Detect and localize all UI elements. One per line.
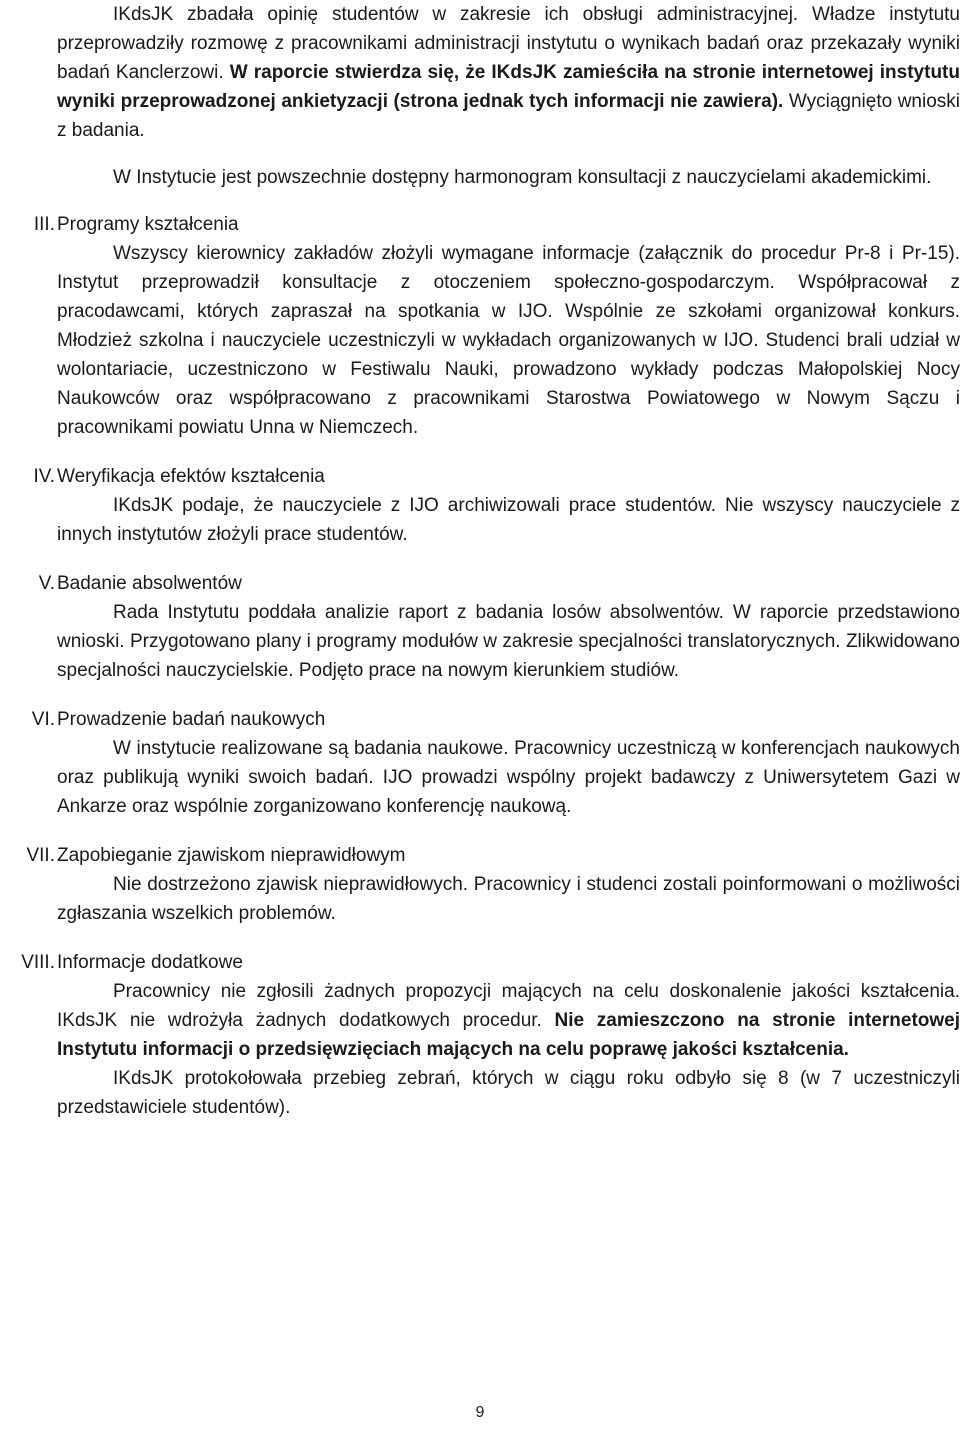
intro-paragraph-2 [57, 163, 960, 192]
section-zapobieganie [26, 841, 960, 928]
section-number: VII. [26, 845, 55, 866]
section-heading [33, 210, 960, 239]
section-heading [38, 569, 960, 598]
section-absolwenci [38, 569, 960, 685]
section-text: W instytucie realizowane są badania naukowe. Pracownicy uczestniczą w konferencjach naukowych oraz publikują wyniki swoich badań. IJO prowadzi wspólny projekt badawczy z Uniwersytetem Gazi w Ankarze oraz wspólnie zorganizowano konferencję naukową. [57, 738, 960, 817]
intro-paragraph-2-text: W Instytucie jest powszechnie dostępny harmonogram konsultacji z nauczycielami akademickimi. [113, 167, 932, 188]
section-title: Informacje dodatkowe [57, 952, 243, 973]
section-text: Wszyscy kierownicy zakładów złożyli wymagane informacje (załącznik do procedur Pr-8 i Pr-15). Instytut przeprowadził konsultacje z otoczeniem społeczno-gospodarczym. Współpracował z pracodawcami, których zapraszał na spotkania w IJO. Wspólnie ze szkołami organizował konkurs. Młodzież szkolna i nauczyciele uczestniczyli w wykładach organizowanych w IJO. Studenci brali udział w wolontariacie, uczestniczono w Festiwalu Nauki, prowadzono wykłady podczas Małopolskiej Nocy Naukowców oraz współpracowano z pracownikami Starostwa Powiatowego w Nowym Sączu i pracownikami powiatu Unna w Niemczech. [57, 243, 960, 438]
section-number: IV. [33, 466, 55, 487]
intro-bold-text: W raporcie stwierdza się, że IKdsJK zamieściła na stronie internetowej instytutu wyniki przeprowadzonej ankietyzacji (strona jednak tych informacji nie zawiera). [57, 62, 960, 112]
page-number: 9 [475, 1404, 485, 1421]
section-text-2: IKdsJK protokołowała przebieg zebrań, których w ciągu roku odbyło się 8 (w 7 uczestniczyli przedstawiciele studentów). [57, 1068, 960, 1118]
section-heading [26, 841, 960, 870]
section-title: Zapobieganie zjawiskom nieprawidłowym [57, 845, 406, 866]
intro-text-b: Wyciągnięto wnioski z badania. [57, 91, 960, 141]
section-number: V. [38, 573, 55, 594]
section-title: Prowadzenie badań naukowych [57, 709, 326, 730]
section-informacje-dodatkowe [21, 948, 960, 1122]
section-title: Weryfikacja efektów kształcenia [57, 466, 325, 487]
section-text [57, 977, 960, 1064]
section-heading [31, 705, 960, 734]
section-text: IKdsJK podaje, że nauczyciele z IJO archiwizowali prace studentów. Nie wszyscy nauczyciele z innych instytutów złożyli prace studentów. [57, 495, 960, 545]
section-badania [31, 705, 960, 821]
section-number: III. [33, 214, 55, 235]
section-text-a: Pracownicy nie zgłosili żadnych propozycji mających na celu doskonalenie jakości kształcenia. IKdsJK nie wdrożyła żadnych dodatkowych procedur. [57, 981, 960, 1031]
section-programy [33, 210, 960, 442]
section-weryfikacja [33, 462, 960, 549]
section-text: Rada Instytutu poddała analizie raport z badania losów absolwentów. W raporcie przedstawiono wnioski. Przygotowano plany i programy modułów w zakresie specjalności translatorycznych. Zlikwidowano specjalności nauczycielskie. Podjęto prace na nowym kierunkiem studiów. [57, 602, 960, 681]
intro-paragraph-1 [57, 0, 960, 145]
section-number: VI. [31, 709, 55, 730]
section-heading [21, 948, 960, 977]
section-title: Programy kształcenia [57, 214, 239, 235]
section-text: Nie dostrzeżono zjawisk nieprawidłowych. Pracownicy i studenci zostali poinformowani o możliwości zgłaszania wszelkich problemów. [57, 874, 960, 924]
intro-text-a: IKdsJK zbadała opinię studentów w zakresie ich obsługi administracyjnej. Władze instytutu przeprowadziły rozmowę z pracownikami administracji instytutu o wynikach badań oraz przekazały wyniki badań Kanclerzowi. [57, 4, 960, 83]
section-bold-text: Nie zamieszczono na stronie internetowej Instytutu informacji o przedsięwzięciach mających na celu poprawę jakości kształcenia. [57, 1010, 960, 1060]
document-page [21, 0, 960, 1122]
section-number: VIII. [21, 952, 55, 973]
section-title: Badanie absolwentów [57, 573, 242, 594]
section-heading [33, 462, 960, 491]
